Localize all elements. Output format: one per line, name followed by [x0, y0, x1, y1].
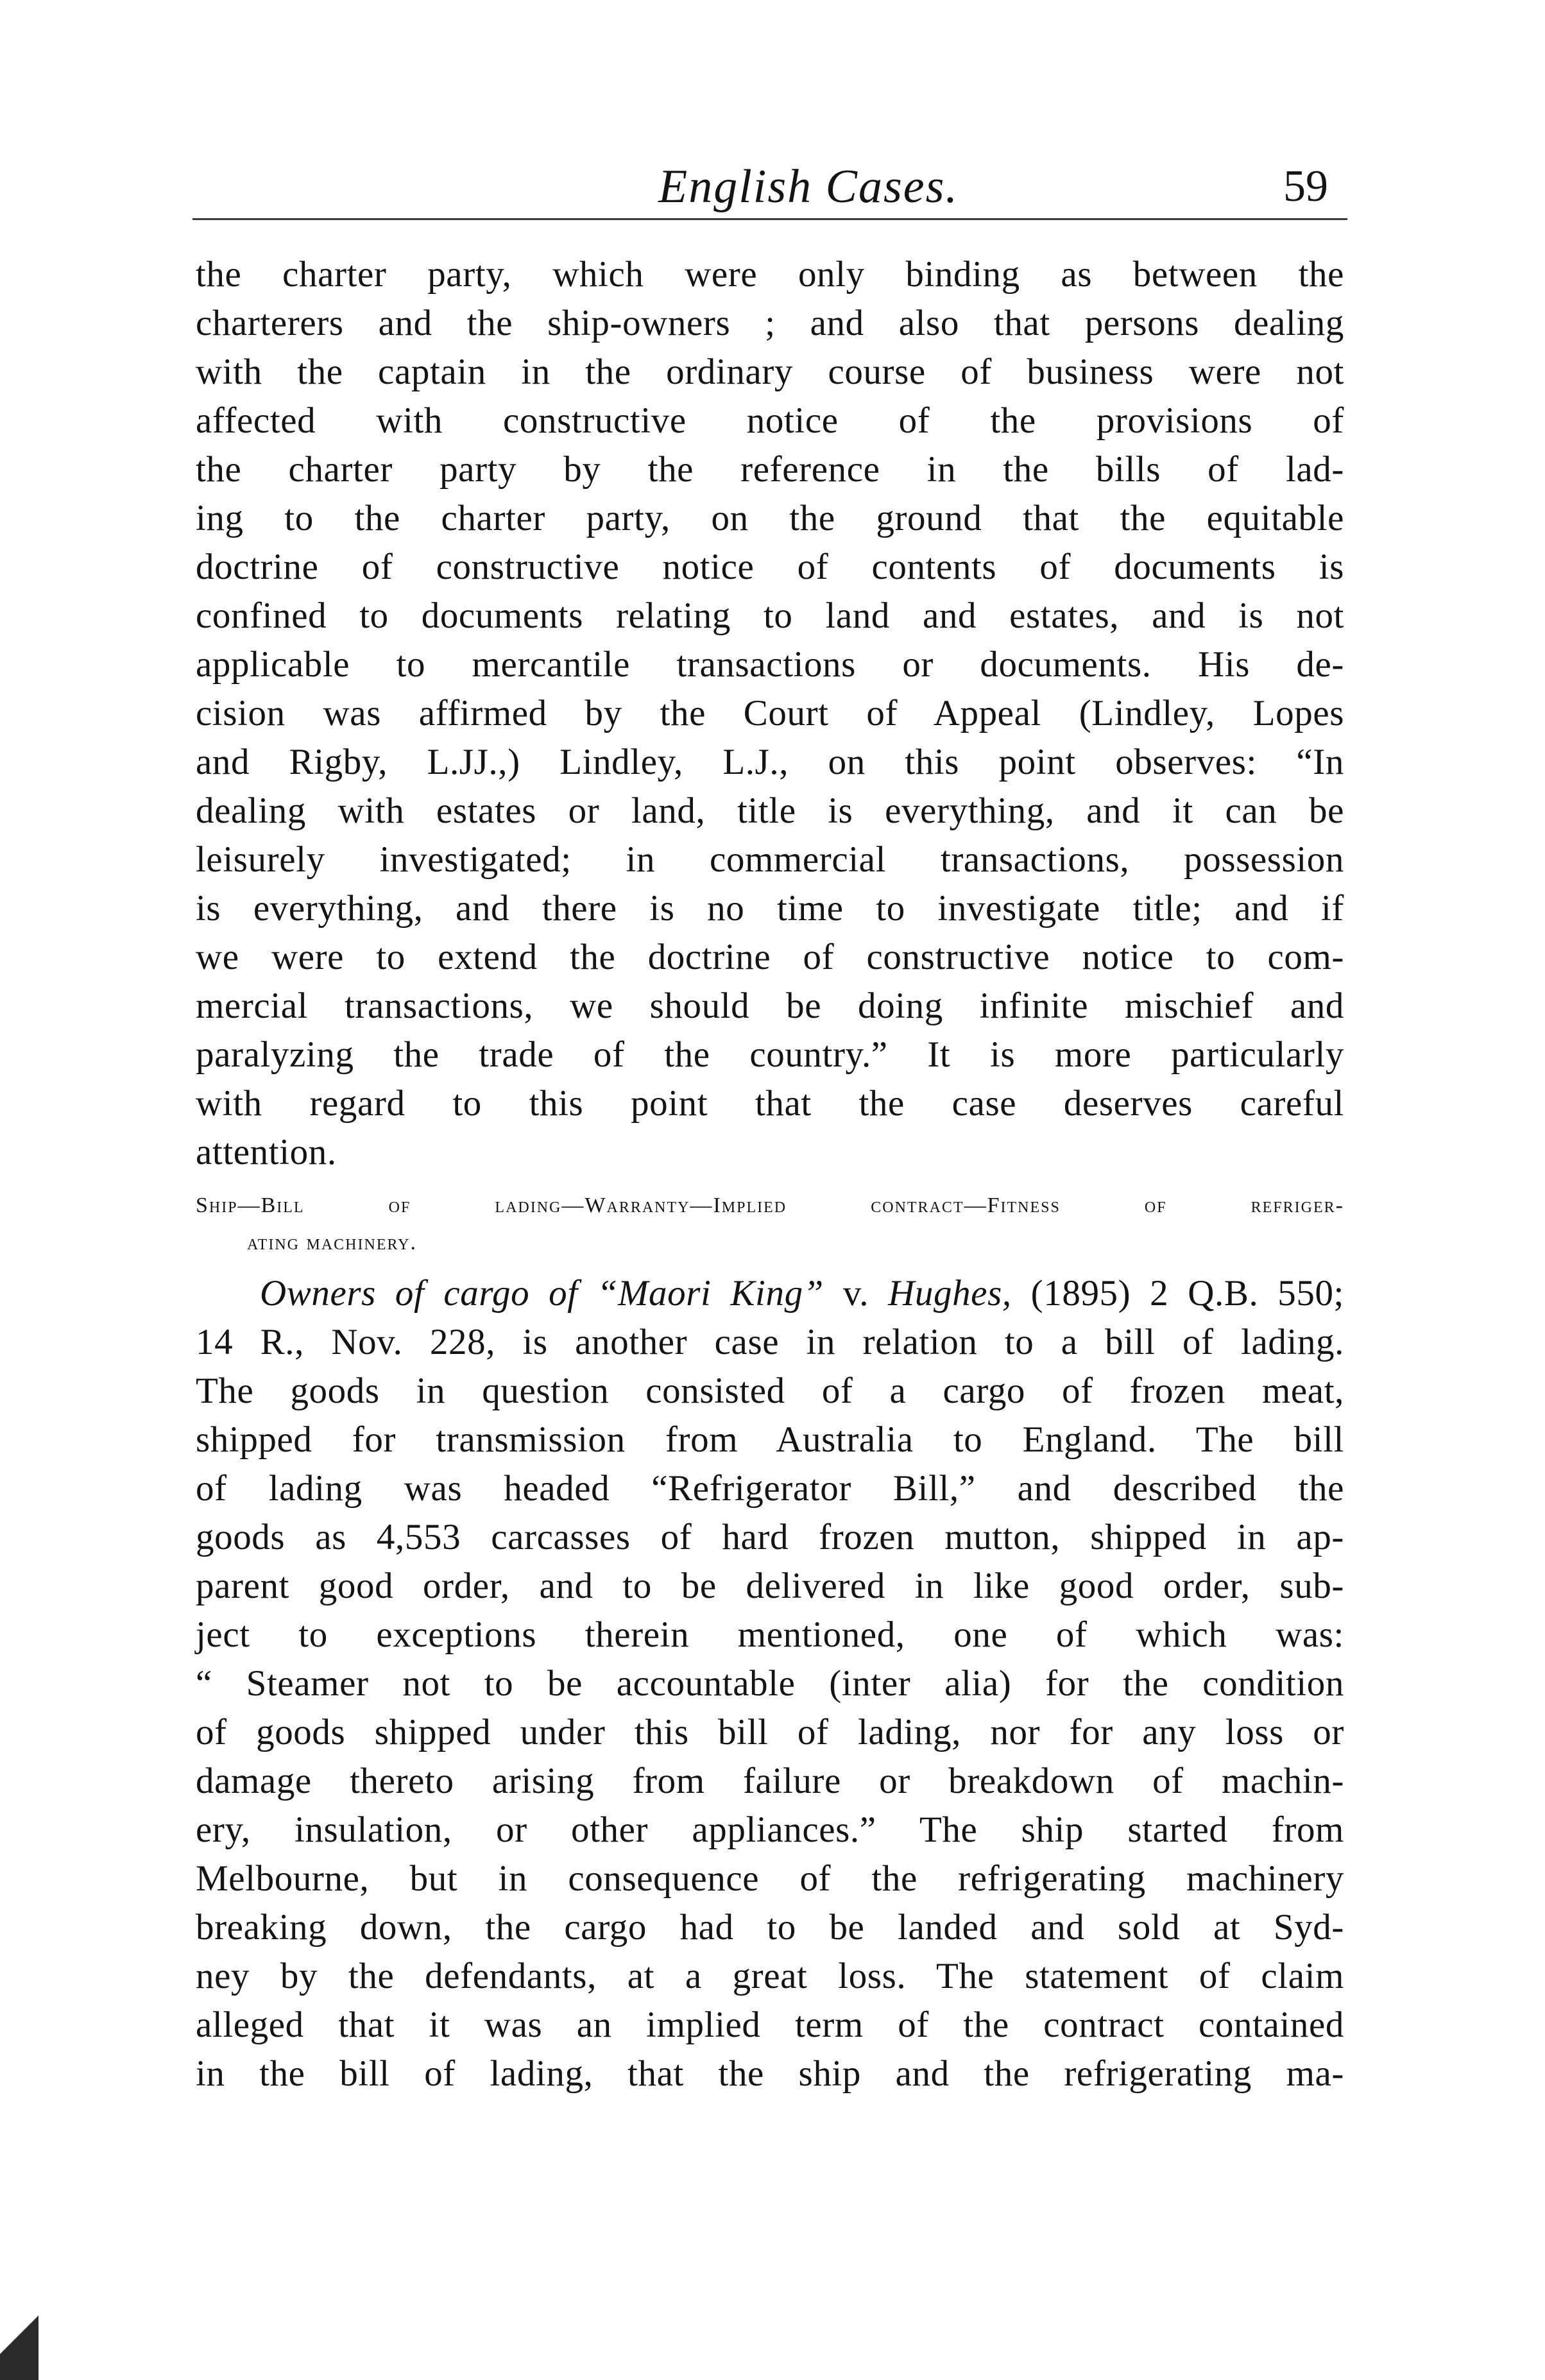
header-rule	[192, 218, 1347, 220]
text-line: confined to documents relating to land and estates, and is not	[196, 595, 1344, 636]
paragraph-2	[196, 1269, 1344, 2098]
page-number: 59	[1283, 162, 1328, 211]
text-line: paralyzing the trade of the country.” It is more particularly	[196, 1034, 1344, 1075]
text-line: of goods shipped under this bill of lading, nor for any loss or	[196, 1712, 1344, 1752]
text-line: ject to exceptions therein mentioned, one of which was:	[196, 1614, 1344, 1655]
heading-line: Ship—Bill of lading—Warranty—Implied contract—Fitness of refriger-	[196, 1194, 1344, 1217]
text-line: attention.	[196, 1132, 337, 1172]
text-line: The goods in question consisted of a cargo of frozen meat,	[196, 1371, 1344, 1411]
text-line: we were to extend the doctrine of constructive notice to com-	[196, 937, 1344, 977]
versus-text: v.	[823, 1273, 889, 1314]
text-line: breaking down, the cargo had to be landed and sold at Syd-	[196, 1907, 1344, 1948]
section-heading	[196, 1187, 1344, 1262]
text-line: Melbourne, but in consequence of the refrigerating machinery	[196, 1858, 1344, 1899]
text-line: and Rigby, L.JJ.,) Lindley, L.J., on this point observes: “In	[196, 742, 1344, 782]
text-line: leisurely investigated; in commercial transactions, possession	[196, 839, 1344, 880]
text-line: mercial transactions, we should be doing infinite mischief and	[196, 986, 1344, 1026]
text-line: the charter party, which were only binding as between the	[196, 254, 1344, 295]
text-line: shipped for transmission from Australia to England. The bill	[196, 1419, 1344, 1460]
text-line: charterers and the ship-owners ; and also that persons dealing	[196, 303, 1344, 343]
text-line: alleged that it was an implied term of the contract contained	[196, 2005, 1344, 2045]
text-line: of lading was headed “Refrigerator Bill,” and described the	[196, 1468, 1344, 1509]
text-line: damage thereto arising from failure or breakdown of machin-	[196, 1761, 1344, 1801]
text-line: ery, insulation, or other appliances.” The ship started from	[196, 1810, 1344, 1850]
heading-line: ating machinery.	[247, 1231, 417, 1254]
text-line: is everything, and there is no time to investigate title; and if	[196, 888, 1344, 929]
text-line: applicable to mercantile transactions or documents. His de-	[196, 644, 1344, 685]
text-line: with regard to this point that the case deserves careful	[196, 1083, 1344, 1124]
defendant-name-italic: Hughes,	[888, 1273, 1012, 1314]
text-line: goods as 4,553 carcasses of hard frozen mutton, shipped in ap-	[196, 1517, 1344, 1557]
text-line: the charter party by the reference in the bills of lad-	[196, 449, 1344, 490]
text-line: doctrine of constructive notice of contents of documents is	[196, 547, 1344, 587]
text-line: dealing with estates or land, title is everything, and it can be	[196, 791, 1344, 831]
running-title: English Cases.	[658, 160, 959, 213]
text-line: “ Steamer not to be accountable (inter alia) for the condition	[196, 1663, 1344, 1704]
text-line: ing to the charter party, on the ground that the equitable	[196, 498, 1344, 538]
running-head	[192, 158, 1335, 216]
paragraph-1	[196, 250, 1344, 1177]
text-line: parent good order, and to be delivered in like good order, sub-	[196, 1566, 1344, 1606]
page-corner-shadow	[0, 2310, 38, 2380]
text-line: 14 R., Nov. 228, is another case in relation to a bill of lading.	[196, 1322, 1344, 1362]
text-line: affected with constructive notice of the provisions of	[196, 400, 1344, 441]
case-citation-line	[196, 1269, 1344, 1318]
text-line: cision was affirmed by the Court of Appeal (Lindley, Lopes	[196, 693, 1344, 733]
text-line: with the captain in the ordinary course of business were not	[196, 352, 1344, 392]
text-line: in the bill of lading, that the ship and the refrigerating ma-	[196, 2053, 1344, 2094]
text-line: ney by the defendants, at a great loss. The statement of claim	[196, 1956, 1344, 1996]
citation-text: (1895) 2 Q.B. 550;	[1011, 1273, 1344, 1314]
case-name-italic: Owners of cargo of “Maori King”	[260, 1273, 824, 1314]
